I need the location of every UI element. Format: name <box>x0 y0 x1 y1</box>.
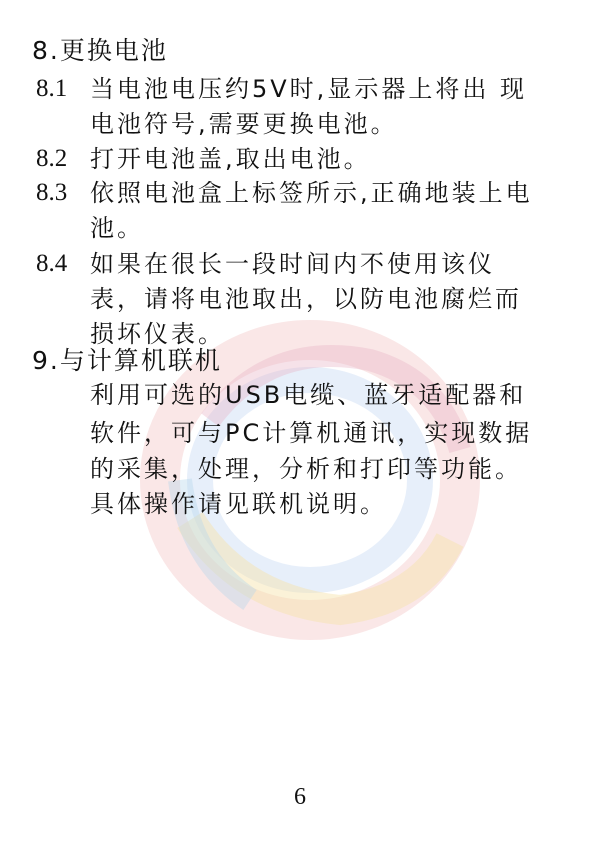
item-8-1-line-1: 当电池电压约5V时,显示器上将出 现 <box>90 75 527 103</box>
item-8-4-line-1: 如果在很长一段时间内不使用该仪 <box>90 250 495 278</box>
item-8-3-line-1: 依照电池盒上标签所示,正确地装上电 <box>90 179 533 207</box>
page-number: 6 <box>294 784 306 810</box>
section-9-line-4: 具体操作请见联机说明。 <box>90 490 387 518</box>
section-9-line-1: 利用可选的USB电缆、蓝牙适配器和 <box>90 381 527 409</box>
item-number: 8.4 <box>36 250 68 277</box>
item-8-1-line-2: 电池符号,需要更换电池。 <box>90 110 398 138</box>
section-9-line-3: 的采集，处理，分析和打印等功能。 <box>90 455 522 483</box>
item-number: 8.3 <box>36 179 68 206</box>
item-8-2-line-1: 打开电池盖,取出电池。 <box>90 145 371 173</box>
item-number: 8.2 <box>36 145 68 172</box>
item-8-4-line-3: 损坏仪表。 <box>90 320 225 348</box>
section-9-title: 9.与计算机联机 <box>32 346 222 375</box>
item-number: 8.1 <box>36 75 68 102</box>
section-9-line-2: 软件，可与PC计算机通讯，实现数据 <box>90 419 533 447</box>
section-8-title: 8.更换电池 <box>32 36 168 65</box>
item-8-3-line-2: 池。 <box>90 214 144 242</box>
item-8-4-line-2: 表，请将电池取出，以防电池腐烂而 <box>90 285 522 313</box>
